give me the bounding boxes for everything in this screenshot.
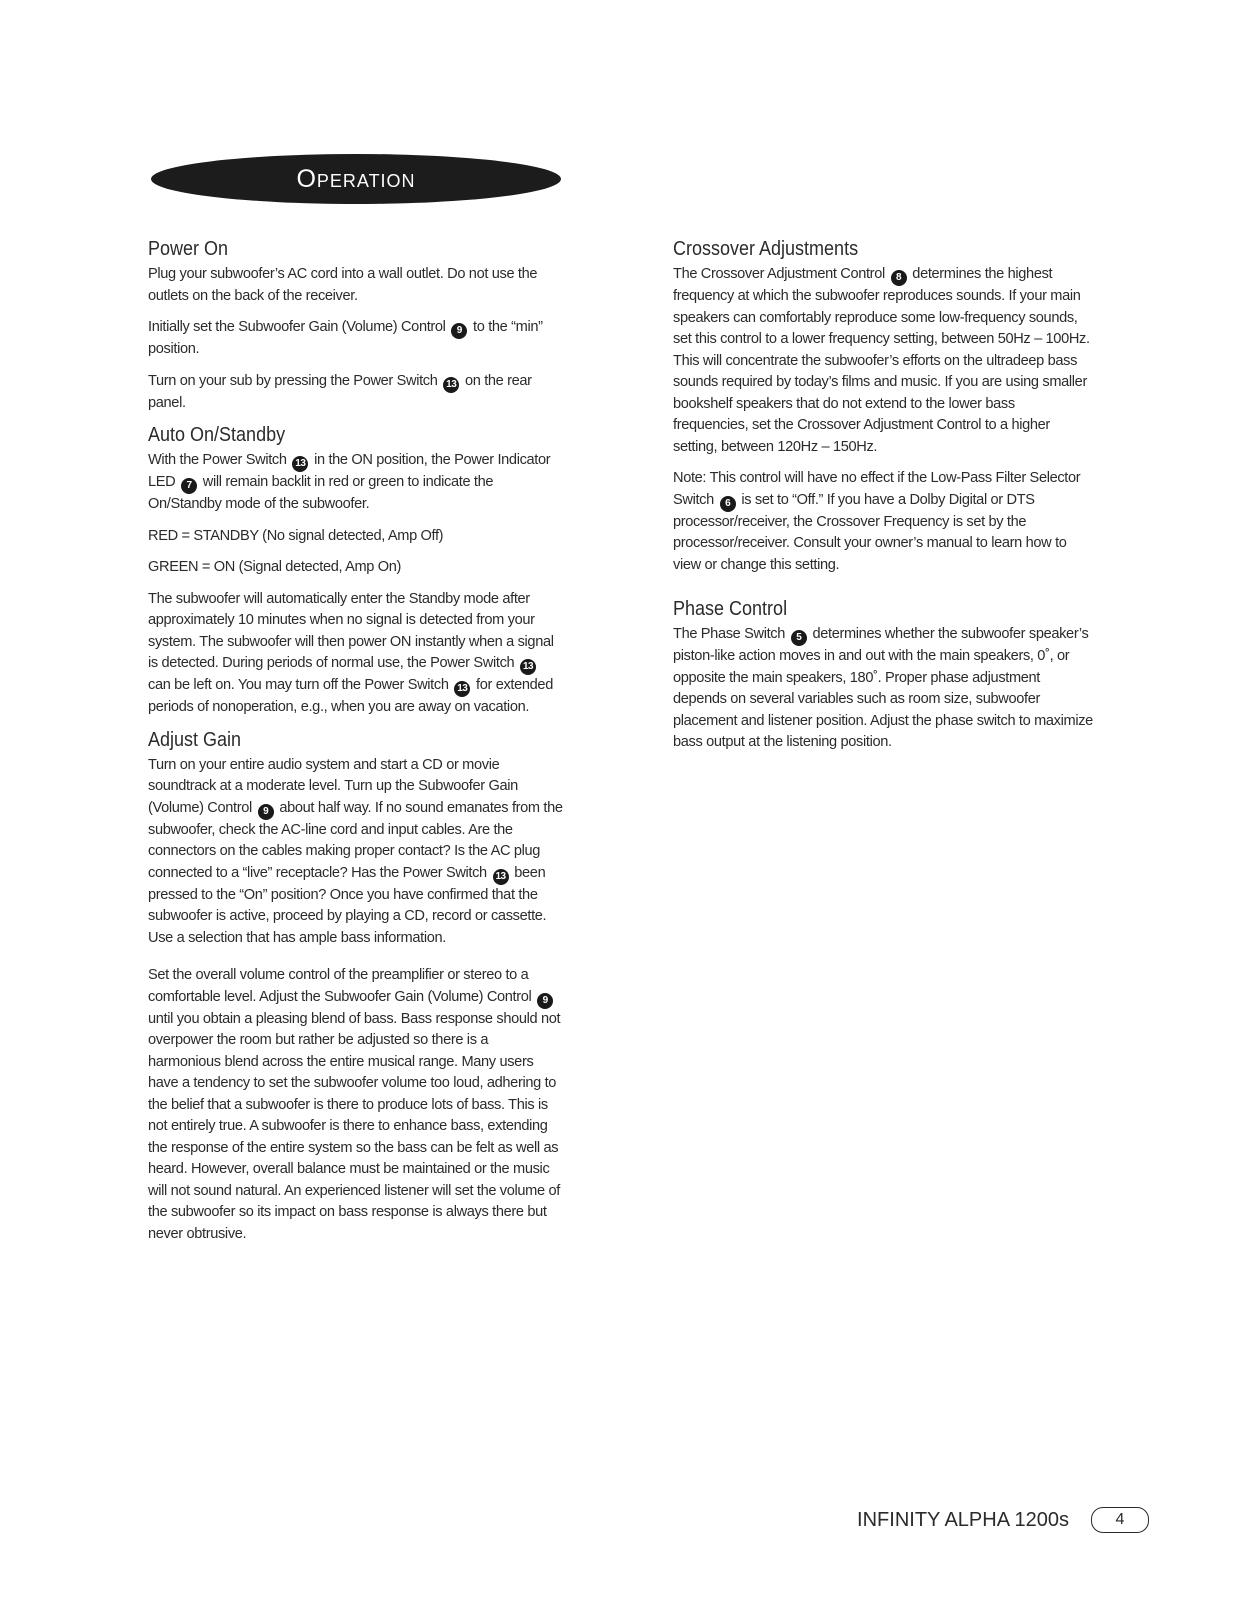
- section-power-on: [148, 238, 563, 414]
- paragraph: Note: This control will have no effect if the Low-Pass Filter Selector Switch 6 is set to “Off.” If you have a Dolby Digital or DTS processor/receiver, the Crossover Frequency is set by the processor/receiver. Consult your owner’s manual to learn how to view or change this setting.: [673, 470, 1081, 573]
- paragraph: Turn on your sub by pressing the Power Switch 13 on the rear panel.: [148, 372, 532, 411]
- status-green: GREEN = ON (Signal detected, Amp On): [148, 559, 402, 575]
- page-number: 4: [1091, 1507, 1149, 1533]
- callout-6-icon: 6: [720, 496, 736, 512]
- heading-auto-on-standby: Auto On/Standby: [148, 424, 286, 446]
- paragraph: Set the overall volume control of the preamplifier or stereo to a comfortable level. Adjust the Subwoofer Gain (Volume) Control 9 until you obtain a pleasing blend of bass. Bass response should not overpower the room but rather be adjusted so there is a harmonious blend across the entire musical range. Many users have a tendency to set the subwoofer volume too loud, adhering to the belief that a subwoofer is there to produce lots of bass. This is not entirely true. A subwoofer is there to enhance bass, extending the response of the entire system so the bass can be felt as well as heard. However, overall balance must be maintained or the music will not sound natural. An experienced listener will set the volume of the subwoofer so its impact on bass response is always there but never obtrusive.: [148, 967, 561, 1242]
- callout-9-icon: 9: [258, 804, 274, 820]
- section-phase: [673, 598, 1093, 754]
- heading-phase: Phase Control: [673, 598, 788, 620]
- paragraph: The Phase Switch 5 determines whether the subwoofer speaker’s piston-like action moves in and out with the main speakers, 0˚, or opposite the main speakers, 180˚. Proper phase adjustment depends on several variables such as room size, subwoofer placement and listener position. Adjust the phase switch to maximize bass output at the listening position.: [673, 626, 1093, 750]
- callout-13-icon: 13: [443, 377, 459, 393]
- paragraph: The Crossover Adjustment Control 8 determines the highest frequency at which the subwoofer reproduces sounds. If your main speakers can comfortably reproduce some low-frequency sounds, set this control to a lower frequency setting, between 50Hz – 100Hz. This will concentrate the subwoofer’s efforts on the ultradeep bass sounds required by today’s films and music. If you are using smaller bookshelf speakers that do not extend to the lower bass frequencies, set the Crossover Adjustment Control to a higher setting, between 120Hz – 150Hz.: [673, 266, 1090, 455]
- paragraph: Turn on your entire audio system and start a CD or movie soundtrack at a moderate level. Turn up the Subwoofer Gain (Volume) Control 9 about half way. If no sound emanates from the subwoofer, check the AC-line cord and input cables. Are the connectors on the cables making proper contact? Is the AC plug connected to a “live” receptacle? Has the Power Switch 13 been pressed to the “On” position? Once you have confirmed that the subwoofer is active, proceed by playing a CD, record or cassette. Use a selection that has ample bass information.: [148, 756, 563, 946]
- paragraph: With the Power Switch 13 in the ON position, the Power Indicator LED 7 will remain backlit in red or green to indicate the On/Standby mode of the subwoofer.: [148, 452, 551, 512]
- paragraph: Initially set the Subwoofer Gain (Volume) Control 9 to the “min” position.: [148, 319, 543, 357]
- callout-13-icon: 13: [454, 681, 470, 697]
- callout-9-icon: 9: [537, 993, 553, 1009]
- page-title: Operation: [296, 164, 416, 193]
- callout-5-icon: 5: [791, 630, 807, 646]
- callout-7-icon: 7: [181, 478, 197, 494]
- callout-8-icon: 8: [891, 270, 907, 286]
- callout-13-icon: 13: [292, 456, 308, 472]
- heading-crossover: Crossover Adjustments: [673, 238, 859, 260]
- section-adjust-gain: [148, 729, 563, 1246]
- heading-power-on: Power On: [148, 238, 229, 260]
- section-crossover: [673, 238, 1093, 576]
- status-red: RED = STANDBY (No signal detected, Amp Off): [148, 527, 444, 544]
- callout-9-icon: 9: [451, 323, 467, 339]
- product-model: INFINITY ALPHA 1200s: [857, 1508, 1069, 1531]
- left-column: [148, 238, 563, 1255]
- paragraph: Plug your subwoofer’s AC cord into a wall outlet. Do not use the outlets on the back of the receiver.: [148, 266, 538, 304]
- section-banner: [151, 154, 561, 204]
- callout-13-icon: 13: [493, 869, 509, 885]
- right-column: [673, 238, 1093, 764]
- heading-adjust-gain: Adjust Gain: [148, 728, 242, 751]
- page-footer: [857, 1507, 1149, 1533]
- section-auto-on-standby: [148, 424, 563, 719]
- callout-13-icon: 13: [520, 659, 536, 675]
- paragraph: The subwoofer will automatically enter the Standby mode after approximately 10 minutes when no signal is detected from your system. The subwoofer will then power ON instantly when a signal is detected. During periods of normal use, the Power Switch 13 can be left on. You may turn off the Power Switch 13 for extended periods of nonoperation, e.g., when you are away on vacation.: [148, 590, 554, 715]
